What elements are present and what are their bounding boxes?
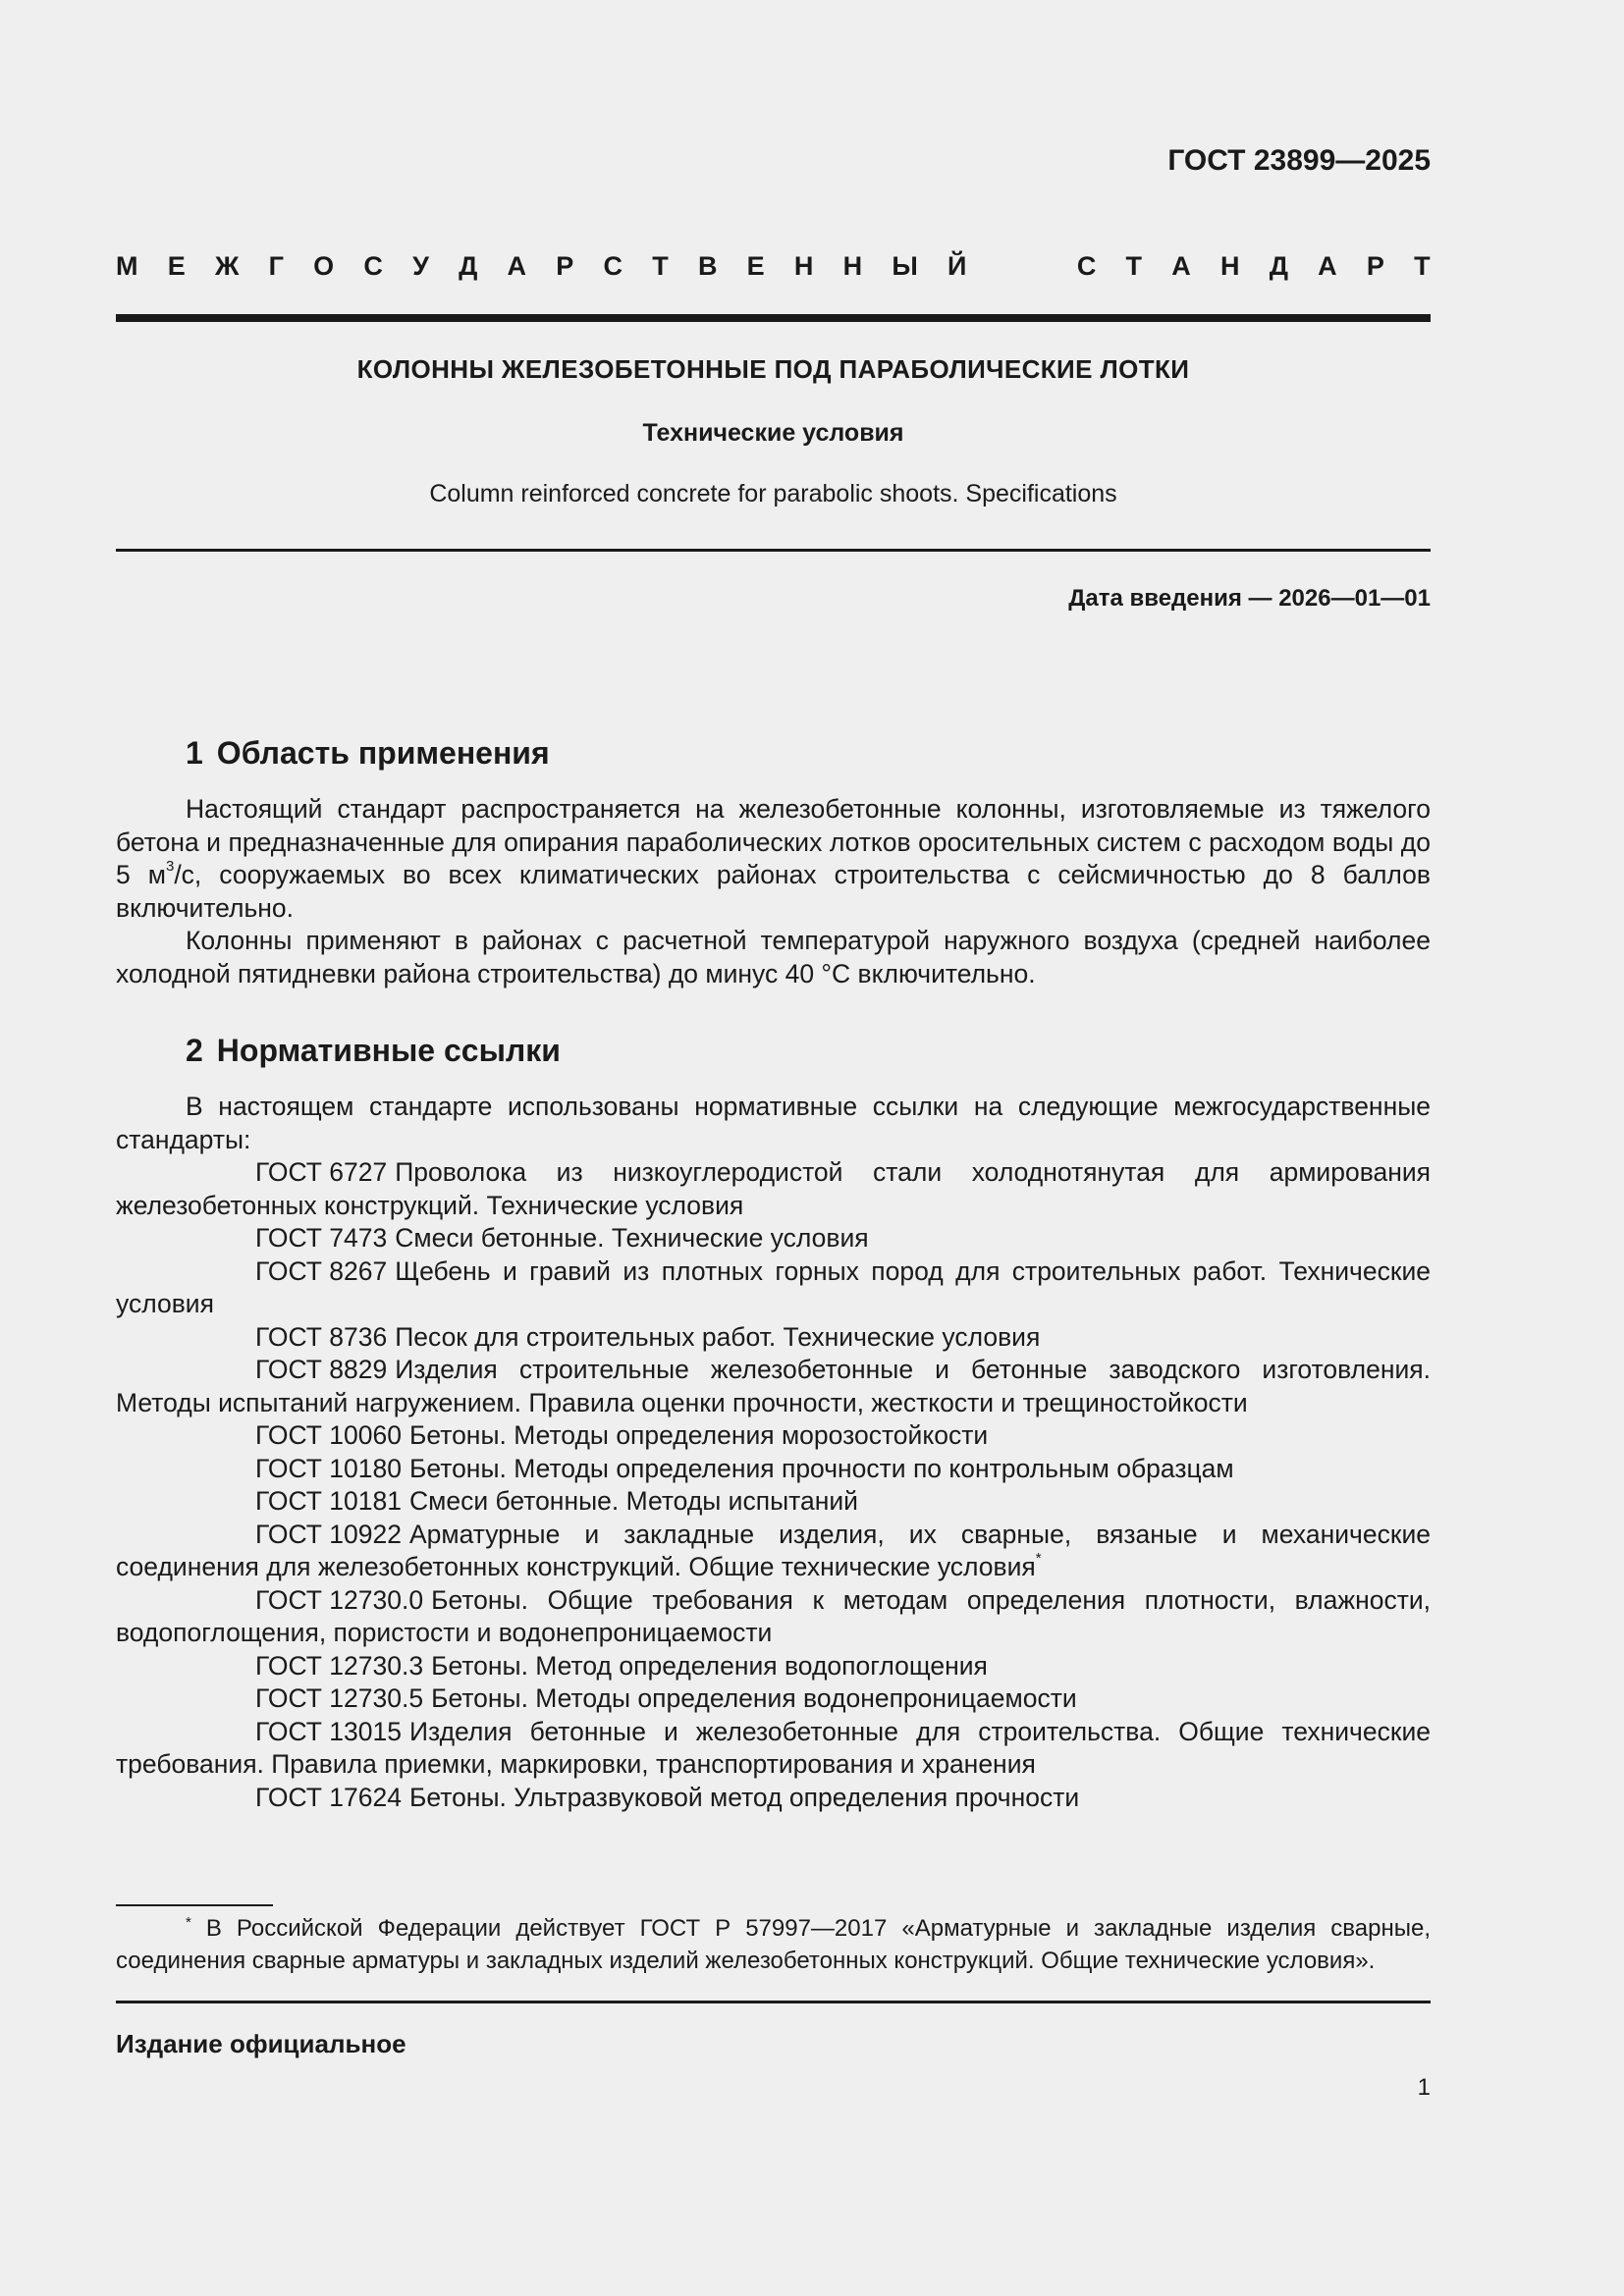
document-title: КОЛОННЫ ЖЕЛЕЗОБЕТОННЫЕ ПОД ПАРАБОЛИЧЕСКИЕ ЛОТКИ <box>356 354 1190 384</box>
reference-code: ГОСТ 10060 <box>255 1420 402 1450</box>
introduction-date: Дата введения — 2026—01—01 <box>1068 585 1431 612</box>
reference-item <box>116 1255 1431 1321</box>
paragraph <box>116 793 1431 925</box>
label-letter: А <box>1318 251 1337 281</box>
standard-number: ГОСТ 23899—2025 <box>1167 144 1431 177</box>
reference-code: ГОСТ 10181 <box>255 1486 402 1516</box>
section-2-body <box>116 1091 1431 1814</box>
document-subtitle: Технические условия <box>642 419 904 447</box>
label-letter: Е <box>167 251 186 281</box>
section-2-title: Нормативные ссылки <box>216 1033 561 1068</box>
footnote-reference-mark: * <box>1035 1550 1042 1568</box>
reference-title: Изделия строительные железобетонные и бетонные заводского изготовления. Методы испытаний нагружением. Правила оценки прочности, жесткости и трещиностойкости <box>116 1355 1431 1417</box>
reference-title: Бетоны. Методы определения прочности по контрольным образцам <box>408 1453 1234 1483</box>
reference-title: Бетоны. Общие требования к методам определения плотности, влажности, водопоглощения, пористости и водонепроницаемости <box>116 1584 1431 1647</box>
reference-title: Бетоны. Методы определения морозостойкости <box>408 1420 989 1450</box>
footnote-paragraph <box>116 1912 1431 1977</box>
reference-item <box>116 1156 1431 1222</box>
reference-code: ГОСТ 10922 <box>255 1519 402 1549</box>
reference-item <box>116 1485 1431 1519</box>
reference-item <box>116 1354 1431 1419</box>
page-number: 1 <box>1417 2074 1431 2101</box>
footnote <box>116 1912 1431 1977</box>
paragraph-text: /с, сооружаемых во всех климатических районах строительства с сейсмичностью до 8 баллов включительно. <box>116 860 1431 923</box>
reference-title: Щебень и гравий из плотных горных пород для строительных работ. Технические условия <box>116 1255 1431 1318</box>
reference-title: Изделия бетонные и железобетонные для строительства. Общие технические требования. Правила приемки, маркировки, транспортирования и хранения <box>116 1716 1431 1779</box>
reference-title: Песок для строительных работ. Технические условия <box>395 1321 1041 1352</box>
reference-item <box>116 1716 1431 1782</box>
label-letter: А <box>1171 251 1191 281</box>
label-letter: Н <box>1219 251 1240 281</box>
reference-code: ГОСТ 8736 <box>255 1321 388 1352</box>
section-2-heading <box>186 1033 561 1069</box>
label-letter: Д <box>459 251 478 281</box>
label-letter: Т <box>652 251 669 281</box>
section-1-number: 1 <box>186 735 203 771</box>
label-letter: Д <box>1269 251 1288 281</box>
reference-item <box>116 1453 1431 1486</box>
paragraph: Колонны применяют в районах с расчетной температурой наружного воздуха (средней наиболее холодной пятидневки района строительства) до минус 40 °С включительно. <box>116 926 1431 988</box>
reference-code: ГОСТ 10180 <box>255 1453 402 1483</box>
interstate-standard-label <box>116 251 1431 282</box>
label-letter: Й <box>947 251 967 281</box>
reference-code: ГОСТ 12730.3 <box>255 1650 424 1681</box>
reference-item <box>116 1650 1431 1683</box>
reference-code: ГОСТ 17624 <box>255 1782 402 1812</box>
label-letter: В <box>697 251 718 281</box>
official-edition-label: Издание официальное <box>116 2029 406 2058</box>
section-1-title: Область применения <box>216 735 550 771</box>
reference-title: Смеси бетонные. Методы испытаний <box>408 1486 858 1516</box>
english-title: Column reinforced concrete for parabolic shoots. Specifications <box>429 480 1117 507</box>
label-letter: Т <box>1414 251 1431 281</box>
reference-title: Бетоны. Метод определения водопоглощения <box>431 1650 988 1681</box>
reference-item <box>116 1519 1431 1584</box>
label-letter: Р <box>556 251 574 281</box>
reference-item <box>116 1682 1431 1716</box>
reference-code: ГОСТ 7473 <box>255 1223 388 1253</box>
reference-item <box>116 1584 1431 1650</box>
reference-item <box>116 1782 1431 1815</box>
reference-code: ГОСТ 6727 <box>255 1157 388 1187</box>
label-letter: Е <box>746 251 765 281</box>
label-gap <box>997 251 1048 282</box>
label-letter: О <box>313 251 335 281</box>
label-letter: Р <box>1366 251 1384 281</box>
paragraph: В настоящем стандарте использованы нормативные ссылки на следующие межгосударственные стандарты: <box>116 1092 1431 1154</box>
label-letter: У <box>412 251 429 281</box>
reference-item <box>116 1419 1431 1453</box>
label-letter: М <box>116 251 138 281</box>
paragraph-text: Настоящий стандарт распространяется на железобетонные колонны, изготовляемые из тяжелого бетона и предназначенные для опирания параболических лотков оросительных систем с расходом воды до 5 м <box>116 794 1431 889</box>
section-1-heading <box>186 735 550 772</box>
label-letter: Н <box>842 251 863 281</box>
reference-code: ГОСТ 8829 <box>255 1355 388 1384</box>
reference-code: ГОСТ 8267 <box>255 1255 388 1286</box>
reference-title: Арматурные и закладные изделия, их сварные, вязаные и механические соединения для железобетонных конструкций. Общие технические условия <box>116 1519 1431 1581</box>
reference-item <box>116 1321 1431 1355</box>
footnote-mark: * <box>186 1914 191 1931</box>
label-letter: Ж <box>214 251 240 281</box>
label-letter: А <box>507 251 527 281</box>
reference-title: Бетоны. Методы определения водонепроницаемости <box>431 1683 1077 1713</box>
section-2-number: 2 <box>186 1033 203 1068</box>
label-letter: С <box>363 251 383 281</box>
label-letter: С <box>1076 251 1097 281</box>
header-rule <box>116 314 1431 322</box>
reference-title: Смеси бетонные. Технические условия <box>395 1223 869 1253</box>
reference-title: Проволока из низкоуглеродистой стали холоднотянутая для армирования железобетонных конструкций. Технические условия <box>116 1157 1431 1220</box>
reference-item <box>116 1222 1431 1255</box>
reference-code: ГОСТ 12730.0 <box>255 1584 424 1615</box>
label-letter: Н <box>793 251 814 281</box>
footnote-text: В Российской Федерации действует ГОСТ Р 57997—2017 «Арматурные и закладные изделия сварные, соединения сварные арматуры и закладных изделий железобетонных конструкций. Общие технические условия». <box>116 1915 1432 1974</box>
reference-code: ГОСТ 12730.5 <box>255 1683 424 1713</box>
section-1-body <box>116 793 1431 990</box>
footnote-separator <box>116 1904 273 1906</box>
title-rule <box>116 549 1431 552</box>
label-letter: Г <box>268 251 284 281</box>
reference-title: Бетоны. Ультразвуковой метод определения прочности <box>408 1782 1080 1812</box>
footer-rule <box>116 2001 1431 2003</box>
reference-code: ГОСТ 13015 <box>255 1716 402 1746</box>
label-letter: С <box>603 251 623 281</box>
label-letter: Т <box>1125 251 1143 281</box>
label-letter: Ы <box>892 251 918 281</box>
superscript: 3 <box>165 858 175 876</box>
